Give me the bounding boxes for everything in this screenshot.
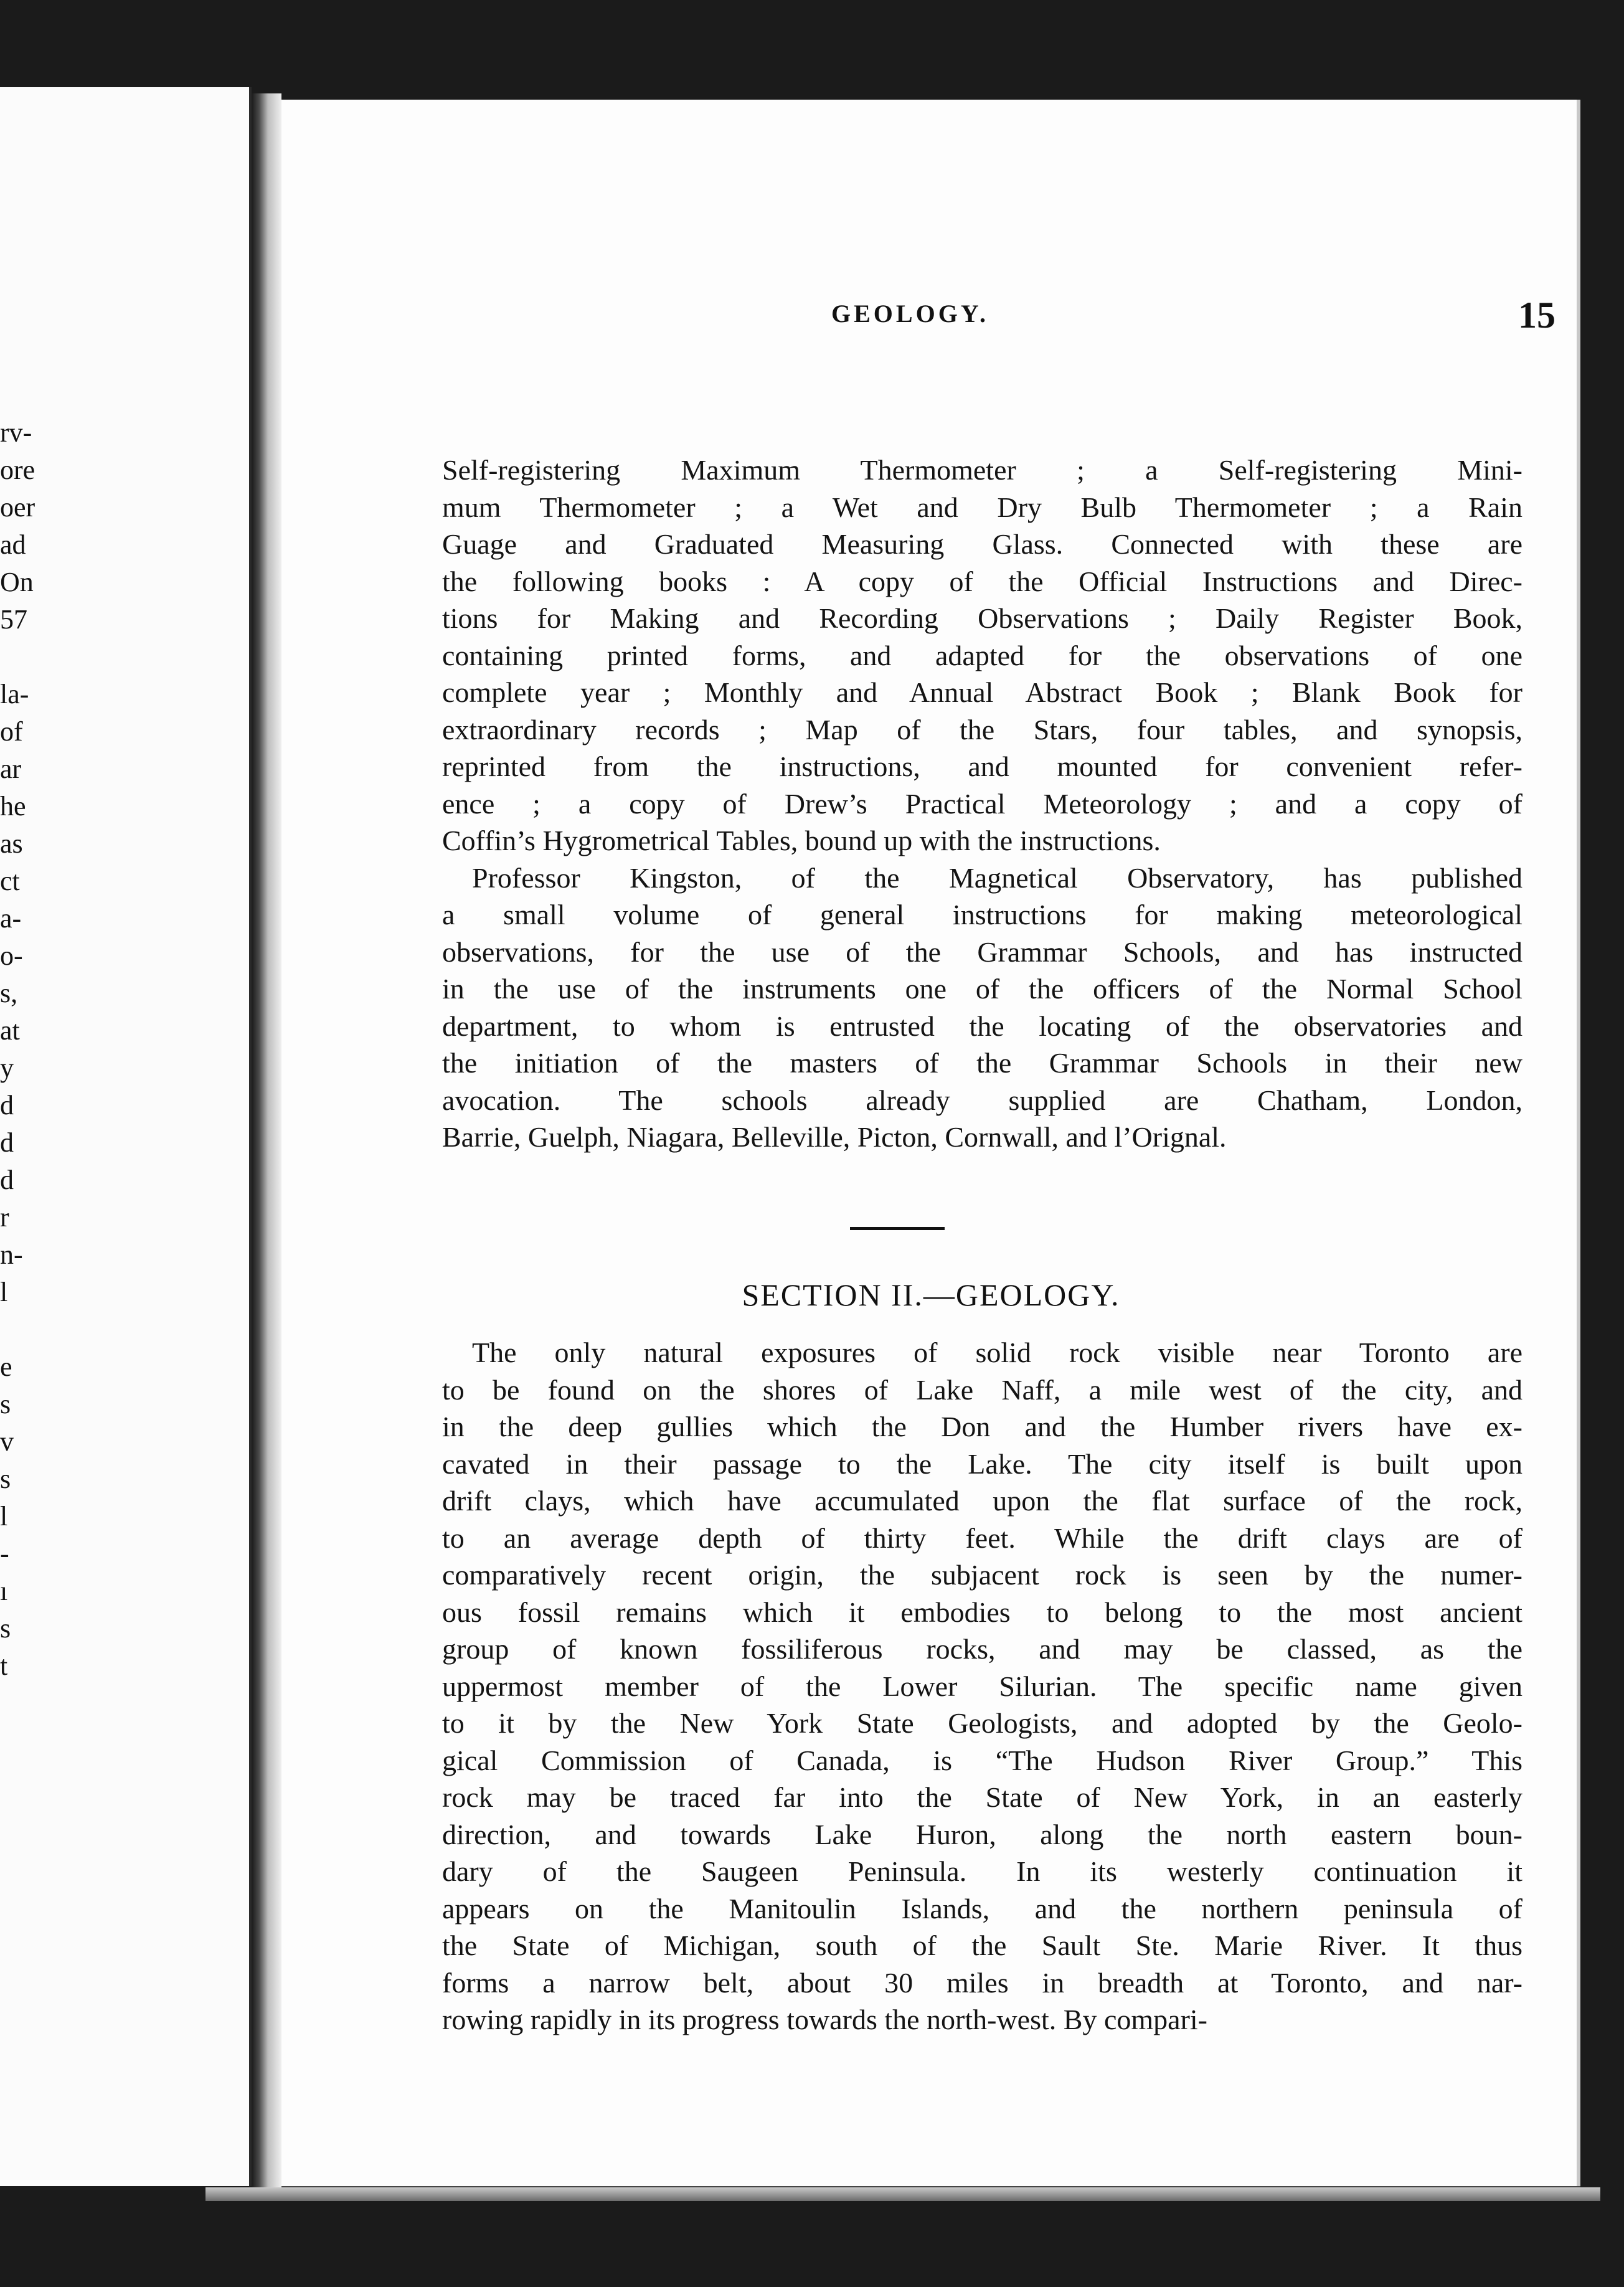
text-line: mum Thermometer ; a Wet and Dry Bulb Thermometer ; a Rain: [442, 491, 1522, 523]
left-line-fragment: d: [0, 1165, 14, 1195]
geology-paragraph: [442, 1334, 1522, 2038]
text-line: extraordinary records ; Map of the Stars, four tables, and synopsis,: [442, 713, 1522, 746]
left-line-fragment: [0, 1311, 68, 1348]
book-gutter: [252, 93, 281, 2199]
text-line: rowing rapidly in its progress towards the north-west. By compari-: [442, 2004, 1207, 2035]
left-line-fragment: n-: [0, 1239, 23, 1270]
text-line: direction, and towards Lake Huron, along the north eastern boun-: [442, 1818, 1522, 1850]
left-line-fragment: ct: [0, 866, 20, 896]
section-divider-rule: [850, 1227, 945, 1230]
left-facing-page: [0, 87, 252, 2186]
left-line-fragment: s,: [0, 978, 18, 1008]
text-line: The only natural exposures of solid rock visible near Toronto are: [472, 1337, 1522, 1368]
text-line: the initiation of the masters of the Grammar Schools in their new: [442, 1047, 1522, 1079]
left-page-line-fragments: [0, 414, 68, 1685]
left-line-fragment: l: [0, 1501, 8, 1532]
text-line: Coffin’s Hygrometrical Tables, bound up with the instructions.: [442, 825, 1161, 856]
left-line-fragment: y: [0, 1053, 14, 1083]
text-line: group of known fossiliferous rocks, and may be classed, as the: [442, 1633, 1522, 1665]
left-line-fragment: he: [0, 791, 26, 822]
left-line-fragment: d: [0, 1127, 14, 1158]
text-line: drift clays, which have accumulated upon the flat surface of the rock,: [442, 1485, 1522, 1517]
left-line-fragment: 57: [0, 604, 27, 635]
text-line: in the use of the instruments one of the officers of the Normal School: [442, 973, 1522, 1005]
text-line: appears on the Manitoulin Islands, and the northern peninsula of: [442, 1892, 1522, 1925]
left-line-fragment: ar: [0, 754, 22, 784]
left-line-fragment: [0, 638, 68, 676]
left-line-fragment: t: [0, 1650, 8, 1681]
left-line-fragment: On: [0, 567, 34, 597]
left-line-fragment: v: [0, 1426, 14, 1457]
text-line: rock may be traced far into the State of New York, in an easterly: [442, 1781, 1522, 1813]
left-line-fragment: d: [0, 1090, 14, 1120]
text-line: complete year ; Monthly and Annual Abstract Book ; Blank Book for: [442, 676, 1522, 708]
continued-paragraphs: [442, 452, 1522, 1156]
text-line: Professor Kingston, of the Magnetical Observatory, has published: [472, 861, 1522, 894]
left-line-fragment: e: [0, 1352, 12, 1382]
instruments-paragraph: [442, 452, 1522, 859]
text-line: in the deep gullies which the Don and the Humber rivers have ex-: [442, 1411, 1522, 1442]
left-line-fragment: l: [0, 1277, 8, 1307]
text-line: cavated in their passage to the Lake. The city itself is built upon: [442, 1447, 1522, 1480]
left-line-fragment: s: [0, 1389, 11, 1419]
text-line: reprinted from the instructions, and mounted for convenient refer-: [442, 750, 1522, 782]
left-line-fragment: of: [0, 716, 23, 747]
text-line: containing printed forms, and adapted for the observations of one: [442, 639, 1522, 671]
text-line: a small volume of general instructions for making meteorological: [442, 899, 1522, 930]
geology-section-text: [442, 1334, 1522, 2038]
text-line: ence ; a copy of Drew’s Practical Meteorology ; and a copy of: [442, 787, 1522, 820]
section-heading: SECTION II.—GEOLOGY.: [742, 1277, 1120, 1312]
text-line: to be found on the shores of Lake Naff, a mile west of the city, and: [442, 1373, 1522, 1406]
left-line-fragment: r: [0, 1202, 9, 1233]
left-line-fragment: ore: [0, 455, 35, 485]
page-number: 15: [1518, 295, 1556, 336]
left-line-fragment: at: [0, 1015, 20, 1046]
text-line: the State of Michigan, south of the Sault Ste. Marie River. It thus: [442, 1930, 1522, 1961]
text-line: ous fossil remains which it embodies to belong to the most ancient: [442, 1596, 1522, 1628]
text-line: uppermost member of the Lower Silurian. The specific name given: [442, 1670, 1522, 1702]
left-line-fragment: ad: [0, 529, 26, 560]
left-line-fragment: s: [0, 1464, 11, 1494]
text-line: dary of the Saugeen Peninsula. In its westerly continuation it: [442, 1855, 1522, 1887]
left-line-fragment: as: [0, 828, 23, 859]
text-line: gical Commission of Canada, is “The Hudson River Group.” This: [442, 1744, 1522, 1776]
left-line-fragment: oer: [0, 492, 35, 523]
text-line: observations, for the use of the Grammar Schools, and has instructed: [442, 935, 1522, 968]
text-line: Guage and Graduated Measuring Glass. Connected with these are: [442, 528, 1522, 560]
text-line: tions for Making and Recording Observations ; Daily Register Book,: [442, 602, 1522, 634]
text-line: comparatively recent origin, the subjacent rock is seen by the numer-: [442, 1559, 1522, 1591]
right-page: [281, 100, 1580, 2190]
text-line: the following books : A copy of the Official Instructions and Direc-: [442, 565, 1522, 597]
text-line: to an average depth of thirty feet. While the drift clays are of: [442, 1522, 1522, 1554]
text-line: Self-registering Maximum Thermometer ; a Self-registering Mini-: [442, 454, 1522, 486]
left-line-fragment: a-: [0, 903, 22, 934]
text-line: to it by the New York State Geologists, and adopted by the Geolo-: [442, 1707, 1522, 1739]
left-line-fragment: s: [0, 1613, 11, 1644]
left-line-fragment: o-: [0, 940, 23, 971]
running-title: GEOLOGY.: [831, 300, 989, 328]
kingston-paragraph: [442, 859, 1522, 1156]
left-line-fragment: ı: [0, 1576, 8, 1606]
text-line: forms a narrow belt, about 30 miles in breadth at Toronto, and nar-: [442, 1966, 1522, 1999]
text-line: Barrie, Guelph, Niagara, Belleville, Picton, Cornwall, and l’Orignal.: [442, 1121, 1227, 1153]
left-line-fragment: -: [0, 1538, 9, 1569]
text-line: avocation. The schools already supplied are Chatham, London,: [442, 1084, 1522, 1116]
page-bottom-edge: [205, 2187, 1600, 2201]
text-line: department, to whom is entrusted the locating of the observatories and: [442, 1010, 1522, 1042]
left-line-fragment: la-: [0, 679, 29, 709]
left-line-fragment: rv-: [0, 417, 32, 448]
